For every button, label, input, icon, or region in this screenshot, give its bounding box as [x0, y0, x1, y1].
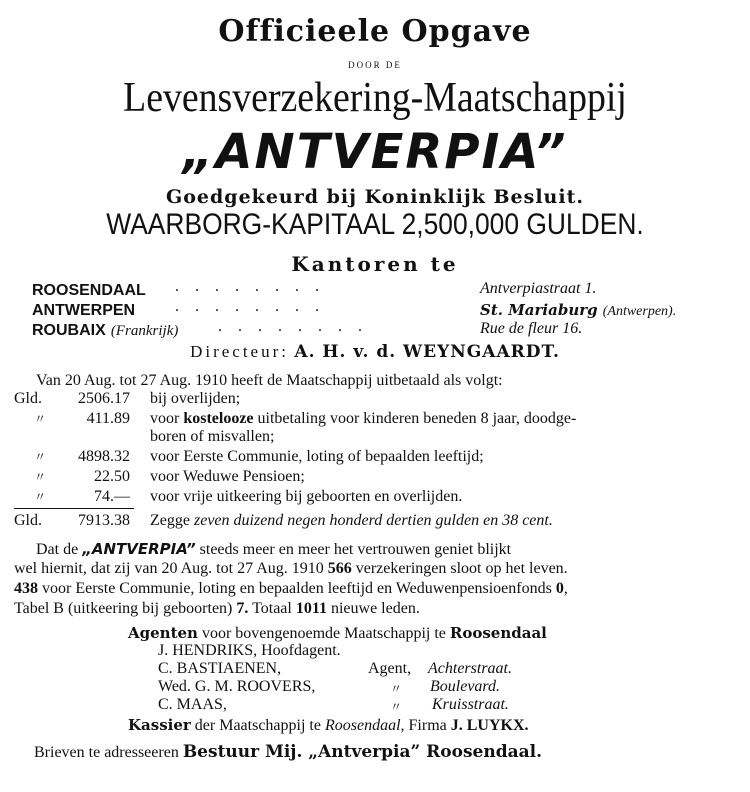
agent-name: Wed. G. M. ROOVERS,	[158, 678, 316, 695]
ditto-mark: 〃	[34, 490, 47, 504]
trust-line-2: wel hiernit, dat zij van 20 Aug. tot 27 Aug. 1910 566 verzekeringen sloot op het leven.	[14, 560, 568, 577]
agent-street: Kruisstraat.	[432, 696, 509, 713]
payment-amount: 411.89	[86, 410, 130, 427]
office-city-sub: (Frankrijk)	[110, 323, 179, 339]
brand-inline: „ANTVERPIA”	[82, 540, 196, 558]
total-prefix: Gld.	[14, 512, 42, 529]
payment-prefix: Gld.	[14, 390, 42, 407]
office-dots: . . . . . . . .	[175, 278, 325, 295]
company-name: Levensverzekering-Maatschappij	[123, 75, 627, 121]
ditto-mark: 〃	[34, 470, 47, 484]
total-words: Zegge zeven duizend negen honderd dertien gulden en 38 cent.	[150, 512, 553, 529]
kassier-line: Kassier der Maatschappij te Roosendaal, Firma J. LUYKX.	[128, 716, 529, 734]
total-rule	[14, 508, 134, 509]
ditto-mark: 〃	[390, 682, 403, 696]
agent-name: C. MAAS,	[158, 696, 227, 713]
agent-street: Boulevard.	[430, 678, 501, 695]
ditto-mark: 〃	[34, 450, 47, 464]
director-line: Directeur: A. H. v. d. WEYNGAARDT.	[190, 342, 560, 362]
title: Officieele Opgave	[218, 14, 532, 49]
payment-text: voor Weduwe Pensioen;	[150, 468, 305, 485]
payment-text: voor Eerste Communie, loting of bepaalden leeftijd;	[150, 448, 484, 465]
ditto-mark: 〃	[390, 700, 403, 714]
payment-text: voor kostelooze uitbetaling voor kinderen beneden 8 jaar, doodge-	[150, 410, 577, 427]
footer-line: Brieven te adresseeren Bestuur Mij. „Antverpia” Roosendaal.	[34, 742, 543, 762]
trust-line-4: Tabel B (uitkeering bij geboorten) 7. Totaal 1011 nieuwe leden.	[14, 600, 420, 617]
office-dots: . . . . . . . .	[218, 318, 368, 335]
office-dots: . . . . . . . .	[175, 298, 325, 315]
office-address: St. Mariaburg (Antwerpen).	[480, 301, 677, 319]
trust-line-3: 438 voor Eerste Communie, loting en bepaalden leeftijd en Weduwenpensioenfonds 0,	[14, 580, 568, 597]
payment-text: voor vrije uitkeering bij geboorten en overlijden.	[150, 488, 463, 505]
director-name: A. H. v. d. WEYNGAARDT.	[294, 342, 560, 362]
payment-amount: 2506.17	[78, 390, 130, 407]
payment-text-cont: boren of misvallen;	[150, 428, 275, 445]
office-city: ANTWERPEN	[32, 302, 136, 319]
payment-amount: 74.—	[94, 488, 130, 505]
office-address: Rue de fleur 16.	[480, 320, 583, 337]
office-city: ROUBAIX	[32, 322, 106, 339]
office-city: ROOSENDAAL	[32, 282, 146, 299]
agents-heading: Agenten voor bovengenoemde Maatschappij te Roosendaal	[128, 624, 547, 642]
payment-amount: 4898.32	[78, 448, 130, 465]
payment-amount: 22.50	[94, 468, 130, 485]
agent-name: C. BASTIAENEN,	[158, 660, 282, 677]
agent-street: Achterstraat.	[428, 660, 512, 677]
ditto-mark: 〃	[34, 412, 47, 426]
approval-line: Goedgekeurd bij Koninklijk Besluit.	[166, 186, 584, 208]
office-address: Antverpiastraat 1.	[480, 280, 597, 297]
agent-name: J. HENDRIKS, Hoofdagent.	[158, 642, 341, 659]
total-amount: 7913.38	[78, 512, 130, 529]
agent-role: Agent,	[368, 660, 412, 677]
trust-line-1: Dat de „ANTVERPIA” steeds meer en meer het vertrouwen geniet blijkt	[36, 540, 512, 558]
office-row	[32, 300, 135, 320]
office-row	[32, 280, 146, 300]
footer-address: Bestuur Mij. „Antverpia” Roosendaal.	[182, 742, 543, 762]
offices-heading: Kantoren te	[291, 252, 459, 276]
payments-intro: Van 20 Aug. tot 27 Aug. 1910 heeft de Maatschappij uitbetaald als volgt:	[36, 372, 503, 389]
brand-name: „ANTVERPIA”	[182, 124, 568, 180]
door-de: DOOR DE	[348, 60, 402, 70]
office-row	[32, 320, 178, 340]
payment-text: bij overlijden;	[150, 390, 241, 407]
capital-line: WAARBORG-KAPITAAL 2,500,000 GULDEN.	[106, 208, 644, 241]
